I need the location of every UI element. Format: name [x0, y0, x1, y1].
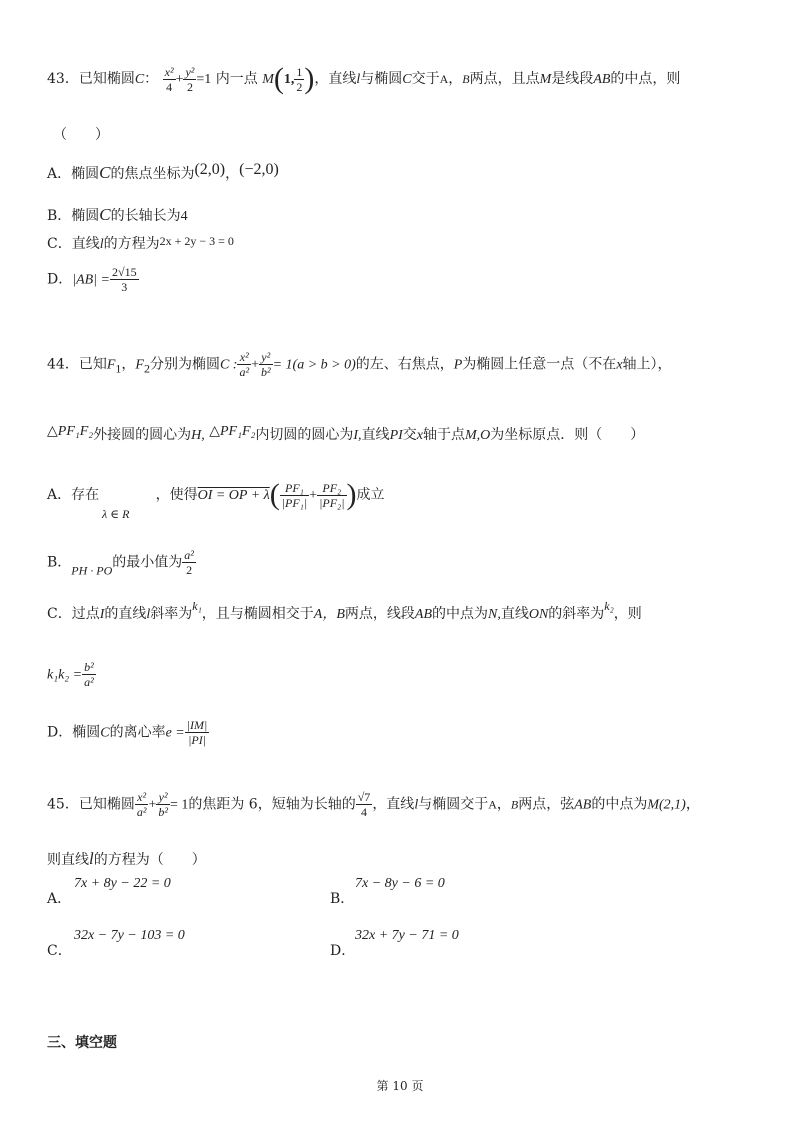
q45-option-b: B． 7x − 8y − 6 = 0: [330, 876, 445, 907]
q43-option-d: D．|AB| = $\frac{2√15}{3}$: [47, 265, 137, 294]
q45-stem: 45．已知椭圆 $\frac{\text{x²}}{\text{a²}}$ + $\frac{\text{y²}}{\text{b²}}$ = 1的焦距为 6，短轴为长轴的 $\frac{√7}{4}$ ，直线l与椭圆交于A，B两点，弦AB的中点为M(2,1)，: [47, 790, 700, 819]
q45-option-a: A． 7x + 8y − 22 = 0: [47, 876, 171, 907]
q44-option-c: C．过点I的直线l斜率为k₁，且与椭圆相交于A，B两点，线段AB的中点为N,直线ON的斜率为k₂，则: [47, 599, 642, 622]
q45-option-c: C． 32x − 7y − 103 = 0: [47, 928, 185, 959]
q43-option-c: C．直线l的方程为2x + 2y − 3 = 0: [47, 234, 234, 252]
q43-frac-x: $\frac{\text{x²}}{4}$: [164, 64, 174, 94]
q44-option-b: B．PH · PO的最小值为 $\frac{\text{a²}}{2}$: [47, 548, 194, 578]
q43-option-b: B．椭圆C的长轴长为4: [47, 205, 188, 224]
q43-bracket: （ ）: [53, 127, 109, 143]
q43-m-frac: $\frac{1}{2}$: [296, 64, 303, 94]
q43-stem: 43．已知椭圆C： $\frac{\text{x²}}{4}$ + $\frac{\text{y²}}{2}$ =1 内一点 M(1, $\frac{1}{2}$ )，直线l与椭圆C交于A，B两点，且点M是线段AB的中点，则: [47, 62, 681, 95]
q44-option-c-formula: k₁k₂ = $\frac{\text{b²}}{\text{a²}}$: [47, 660, 94, 689]
q43-option-a: A．椭圆C的焦点坐标为(2,0)，(−2,0): [47, 161, 279, 182]
page-footer: 第 10 页: [376, 1079, 424, 1093]
q45-stem-line2: 则直线l的方程为（ ）: [47, 849, 206, 868]
section-heading: 三、填空题: [47, 1035, 117, 1051]
q44-stem-line2: △PF₁F₂外接圆的圆心为H, △PF₁F₂内切圆的圆心为I,直线PI交x轴于点M,O为坐标原点．则（ ）: [47, 424, 645, 443]
q44-stem: 44．已知$F_1$，$F_2$分别为椭圆C : $\frac{\text{x²}}{\text{a²}}$ + $\frac{\text{y²}}{\text{b²}}$ = 1(a > b > 0)的左、右焦点，P为椭圆上任意一点（不在x轴上），: [47, 350, 672, 379]
q43-frac-y: $\frac{\text{y²}}{2}$: [185, 64, 195, 94]
q44-option-a: A．存在 λ ∈ R ，使得OI = OP + λ( $\frac{\text{PF₁}}{\text{|PF₁|}}$ + $\frac{\text{PF₂}}{\text{|PF₂|}}$ )成立: [47, 478, 385, 521]
q43-d-frac: $\frac{2√15}{3}$: [111, 265, 137, 294]
q45-option-d: D． 32x + 7y − 71 = 0: [330, 928, 459, 959]
q44-option-d: D．椭圆C的离心率e = $\frac{|IM|}{|PI|}$: [47, 718, 208, 747]
